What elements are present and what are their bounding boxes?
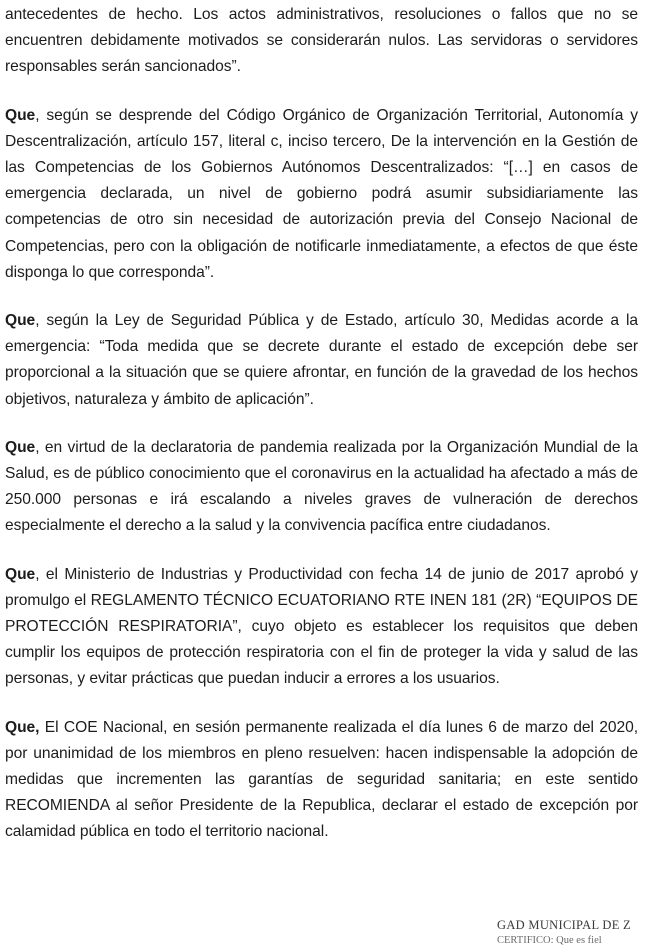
paragraph-lead: Que, [5,718,40,736]
paragraph-antecedentes [5,2,638,81]
paragraph-text: El COE Nacional, en sesión permanente realizada el día lunes 6 de marzo del 2020, por unanimidad de los miembros en pleno resuelven: hacen indispensable la adopción de medidas que incrementen las garantías de seguridad sanitaria; en este sentido RECOMIENDA al señor Presidente de la Republica, declarar el estado de excepción por calamidad pública en todo el territorio nacional. [5,718,638,841]
paragraph-text: antecedentes de hecho. Los actos administrativos, resoluciones o fallos que no se encuentren debidamente motivados se considerarán nulos. Las servidoras o servidores responsables serán sancionados”. [5,6,638,76]
municipal-stamp-text: GAD MUNICIPAL DE Z [497,918,631,932]
paragraph-lead: Que [5,106,36,124]
paragraph-text: , según la Ley de Seguridad Pública y de Estado, artículo 30, Medidas acorde a la emergencia: “Toda medida que se decrete durante el estado de excepción debe ser proporcional a la situación que se quiere afrontar, en función de la gravedad de los hechos objetivos, naturaleza y ámbito de aplicación”. [5,312,638,408]
paragraph-reglamento [5,562,638,693]
paragraph-lead: Que [5,312,36,330]
paragraph-ley-seguridad [5,308,638,413]
paragraph-text: , según se desprende del Código Orgánico de Organización Territorial, Autonomía y Descentralización, artículo 157, literal c, inciso tercero, De la intervención en la Gestión de las Competencias de los Gobiernos Autónomos Descentralizados: “[…] en casos de emergencia declarada, un nivel de gobierno podrá asumir subsidiariamente las competencias de otro sin necesidad de autorización previa del Consejo Nacional de Competencias, pero con la obligación de notificarle inmediatamente, a efectos de que éste disponga lo que corresponda”. [5,106,638,281]
paragraph-lead: Que [5,438,36,456]
paragraph-cootad [5,103,638,286]
paragraph-text: , en virtud de la declaratoria de pandemia realizada por la Organización Mundial de la Salud, es de público conocimiento que el coronavirus en la actualidad ha afectado a más de 250.000 personas e irá escalando a niveles graves de vulneración de derechos especialmente el derecho a la salud y la convivencia pacífica entre ciudadanos. [5,438,638,535]
certification-stamp-text: CERTIFICO: Que es fiel [497,935,602,946]
document-page [5,0,638,868]
paragraph-coe [5,715,638,846]
paragraph-text: , el Ministerio de Industrias y Productividad con fecha 14 de junio de 2017 aprobó y promulgo el REGLAMENTO TÉCNICO ECUATORIANO RTE INEN 181 (2R) “EQUIPOS DE PROTECCIÓN RESPIRATORIA”, cuyo objeto es establecer los requisitos que deben cumplir los equipos de protección respiratoria con el fin de proteger la vida y salud de las personas, y evitar prácticas que puedan inducir a errores a los usuarios. [5,565,638,688]
paragraph-lead: Que [5,565,36,583]
paragraph-pandemia [5,435,638,540]
